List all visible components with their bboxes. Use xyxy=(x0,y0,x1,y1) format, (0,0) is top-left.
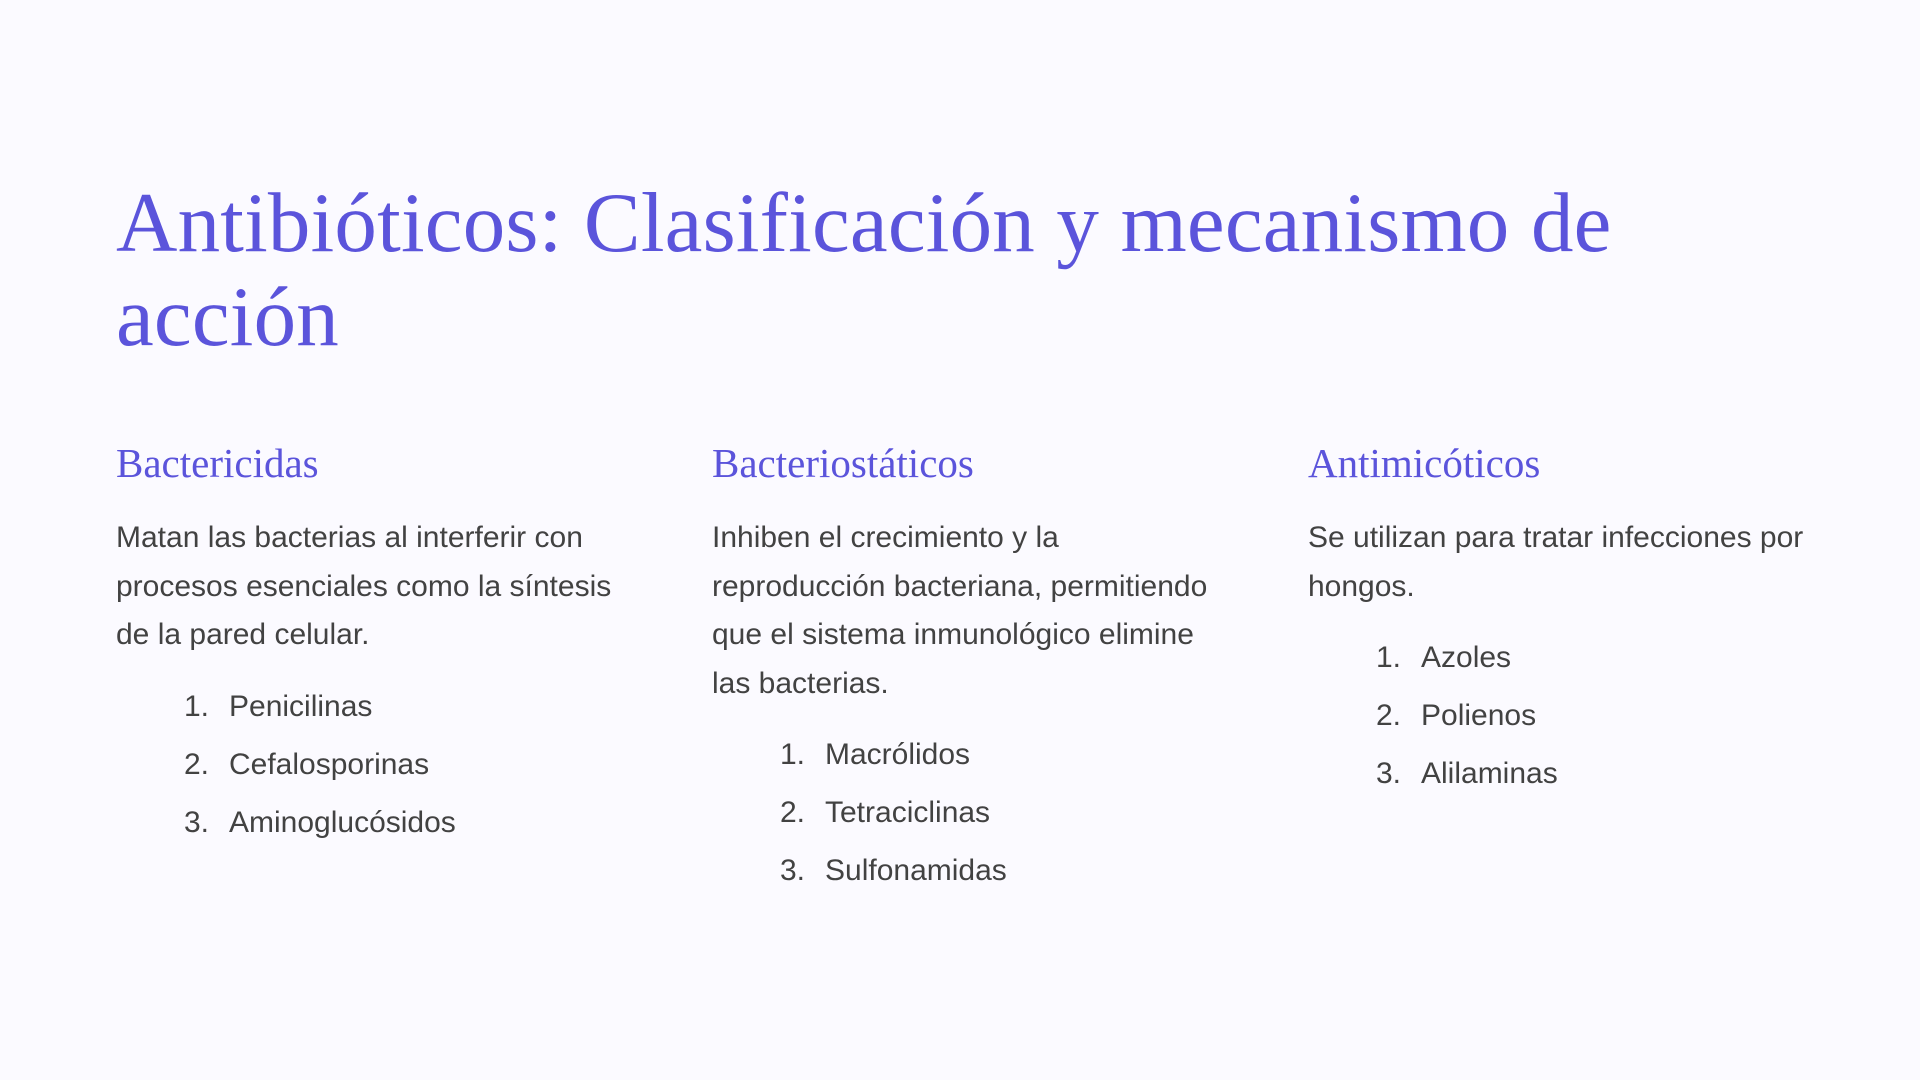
list-item-label: Sulfonamidas xyxy=(825,854,1007,887)
list-number: 2. xyxy=(779,796,805,829)
column-heading: Bactericidas xyxy=(116,440,319,486)
list-item xyxy=(1308,745,1804,803)
list-number: 2. xyxy=(183,747,209,781)
list-item-label: Azoles xyxy=(1421,641,1512,674)
column-heading: Antimicóticos xyxy=(1308,440,1541,486)
numbered-list xyxy=(712,726,1208,900)
column-heading: Bacteriostáticos xyxy=(712,440,974,486)
list-item-label: Alilaminas xyxy=(1421,757,1558,790)
columns-container xyxy=(116,432,1836,900)
list-number: 3. xyxy=(779,854,805,887)
list-item-label: Polienos xyxy=(1421,699,1537,732)
list-item-label: Cefalosporinas xyxy=(229,747,430,781)
column-description: Matan las bacterias al interferir con procesos esenciales como la síntesis de la pared celular. xyxy=(116,521,612,651)
list-number: 3. xyxy=(183,805,209,839)
list-item xyxy=(116,736,612,794)
slide-title: Antibióticos: Clasificación y mecanismo de acción xyxy=(116,176,1612,364)
list-number: 2. xyxy=(1375,699,1401,732)
list-item xyxy=(712,842,1208,900)
column-bacteriostaticos xyxy=(712,432,1208,900)
column-description: Inhiben el crecimiento y la reproducción bacteriana, permitiendo que el sistema inmunológico elimine las bacterias. xyxy=(712,521,1208,700)
list-number: 3. xyxy=(1375,757,1401,790)
list-item xyxy=(712,784,1208,842)
list-item xyxy=(1308,687,1804,745)
list-item xyxy=(712,726,1208,784)
list-item xyxy=(116,794,612,852)
list-item xyxy=(1308,629,1804,687)
list-item-label: Aminoglucósidos xyxy=(229,805,456,839)
column-bactericidas xyxy=(116,432,612,900)
list-number: 1. xyxy=(779,738,805,771)
column-description: Se utilizan para tratar infecciones por hongos. xyxy=(1308,521,1804,603)
list-item-label: Macrólidos xyxy=(825,738,971,771)
list-item xyxy=(116,678,612,736)
list-item-label: Tetraciclinas xyxy=(825,796,991,829)
list-number: 1. xyxy=(1375,641,1401,674)
column-antimicoticos xyxy=(1308,432,1804,900)
numbered-list xyxy=(1308,629,1804,803)
list-number: 1. xyxy=(183,689,209,723)
numbered-list xyxy=(116,678,612,852)
list-item-label: Penicilinas xyxy=(229,689,373,723)
